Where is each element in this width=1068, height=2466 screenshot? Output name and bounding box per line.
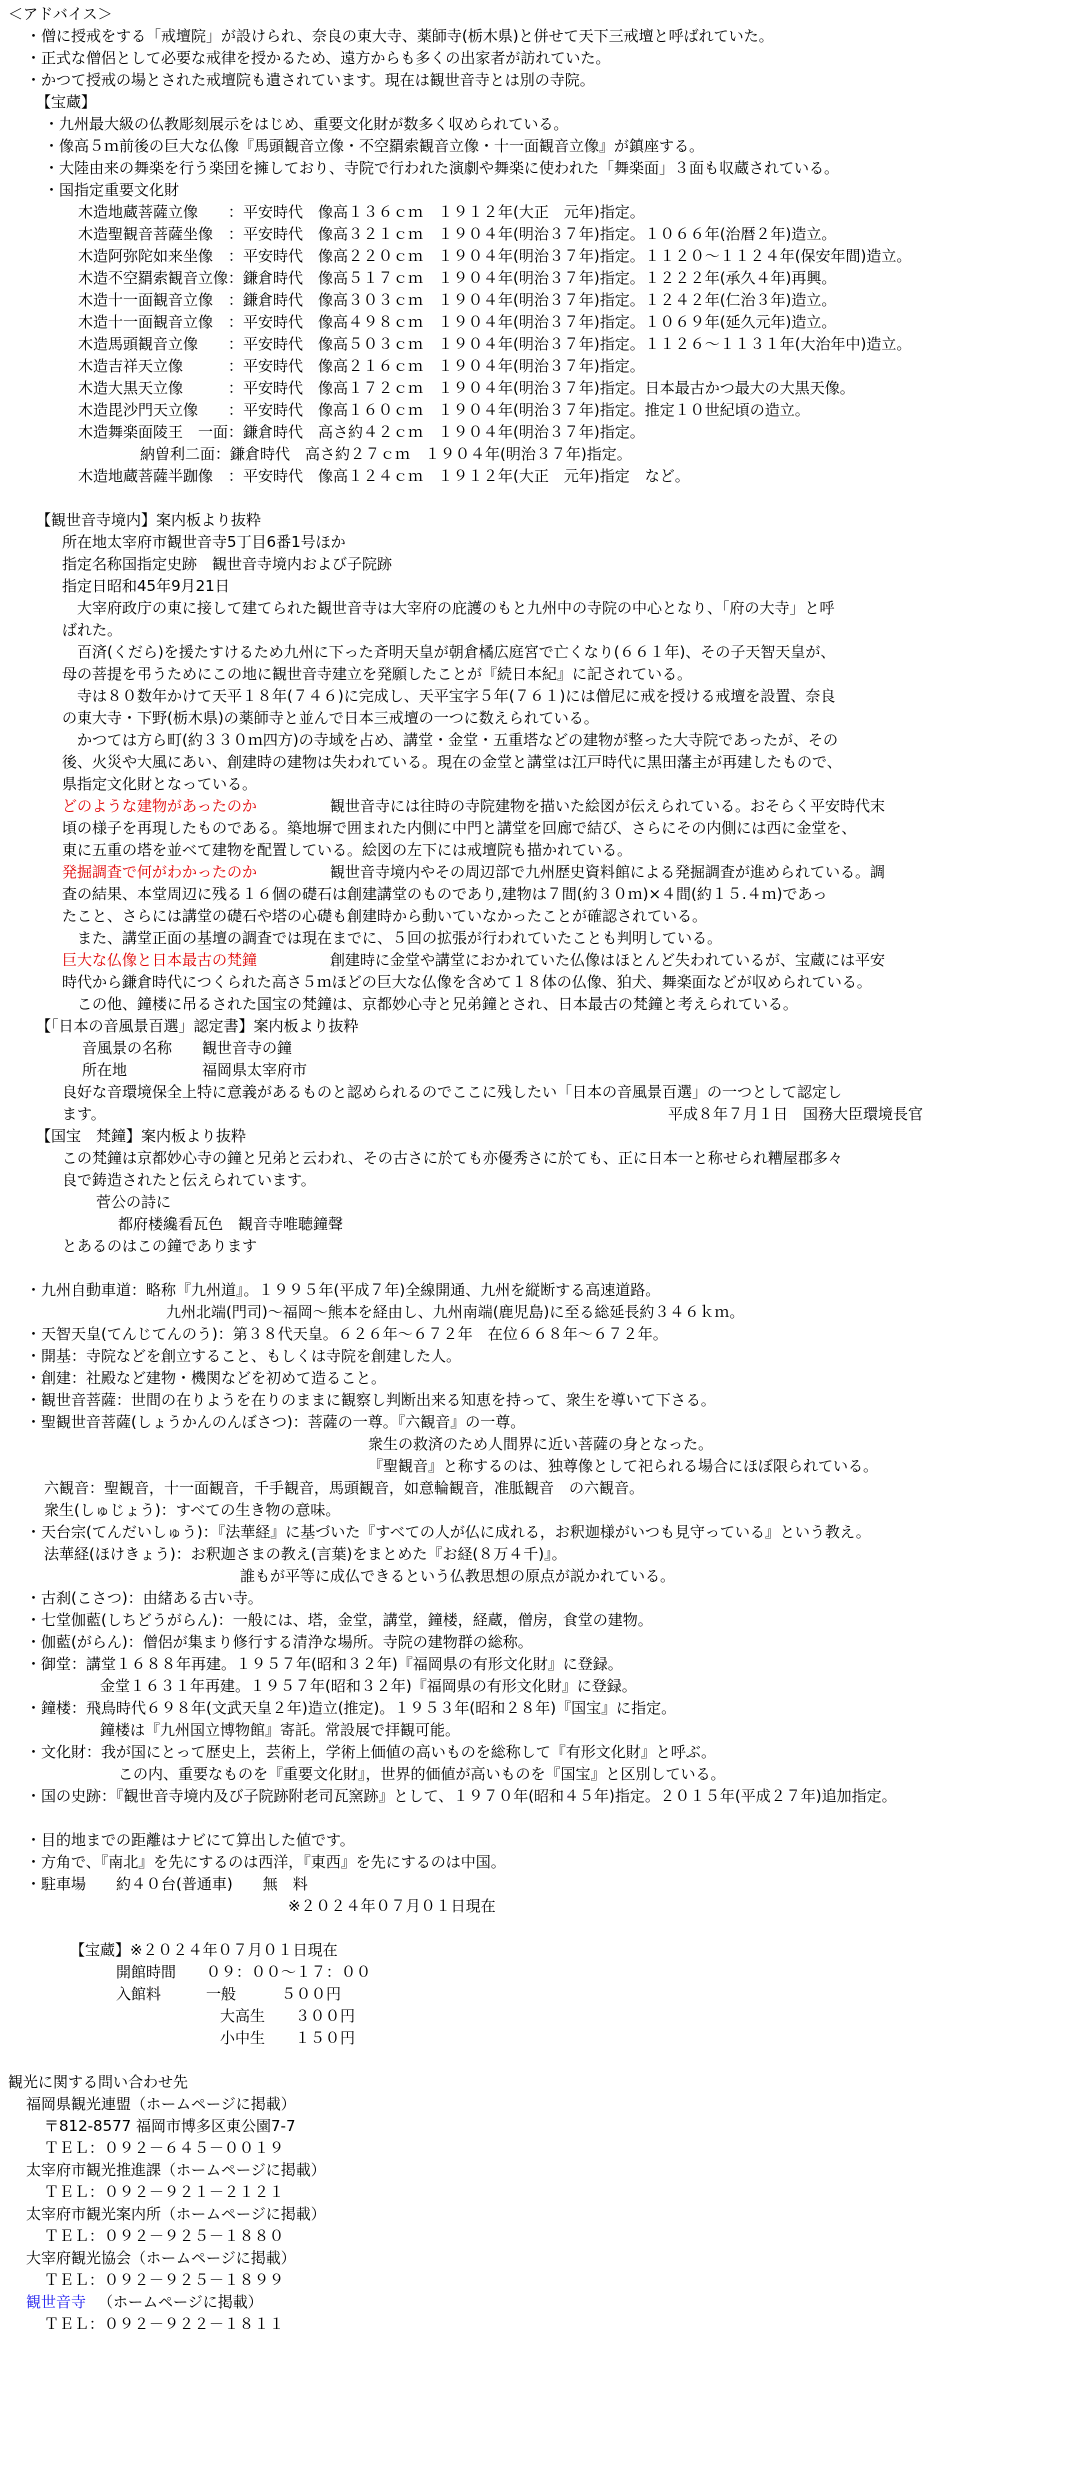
text-line: 誰もが平等に成仏できるという仏教思想の原点が説かれている。 (240, 1567, 676, 1585)
text-line: ※２０２４年０７月０１日現在 (288, 1897, 496, 1915)
text-line: （ホームページに掲載） (98, 2293, 263, 2311)
text-line: たこと、さらには講堂の礎石や塔の心礎も創建時から動いていなかったことが確認されている。 (62, 907, 708, 925)
text-line: ・天智天皇(てんじてんのう)：第３８代天皇。６２６年～６７２年 在位６６８年～６７２年。 (26, 1325, 668, 1343)
text-line: ＴＥＬ：０９２－９２１－２１２１ (44, 2183, 285, 2201)
text-line: ・開基：寺院などを創立すること、もしくは寺院を創建した人。 (26, 1347, 462, 1365)
text-line: 福岡県観光連盟（ホームページに掲載） (26, 2095, 296, 2113)
text-line: ・文化財：我が国にとって歴史上，芸術上，学術上価値の高いものを総称して『有形文化財』と呼ぶ。 (26, 1743, 717, 1761)
text-line: ・創建：社殿など建物・機関などを初めて造ること。 (26, 1369, 387, 1387)
text-line: 木造十一面観音立像 ：鎌倉時代 像高３０３ｃｍ １９０４年(明治３７年)指定。１２４２年(仁治３年)造立。 (78, 291, 837, 309)
text-line: 指定日昭和45年9月21日 (62, 577, 230, 595)
text-line: この梵鐘は京都妙心寺の鐘と兄弟と云われ、その古さに於ても亦優秀さに於ても、正に日本一と称せられ糟屋郡多々 (62, 1149, 843, 1167)
text-line: 太宰府市観光案内所（ホームページに掲載） (26, 2205, 326, 2223)
text-line: ・駐車場 約４０台(普通車) 無 料 (26, 1875, 308, 1893)
text-line: 太宰府市観光推進課（ホームページに掲載） (26, 2161, 326, 2179)
text-line: 木造阿弥陀如来坐像 ：平安時代 像高２２０ｃｍ １９０４年(明治３７年)指定。１１２０～１１２４年(保安年間)造立。 (78, 247, 912, 265)
text-line: 観世音寺には往時の寺院建物を描いた絵図が伝えられている。おそらく平安時代末 (330, 797, 886, 815)
text-line: ・鐘楼：飛鳥時代６９８年(文武天皇２年)造立(推定)。１９５３年(昭和２８年)『国宝』に指定。 (26, 1699, 677, 1717)
text-line: 所在地 福岡県太宰府市 (82, 1061, 308, 1079)
text-line: かつては方ら町(約３３０ｍ四方)の寺域を占め、講堂・金堂・五重塔などの建物が整った大寺院であったが、その (62, 731, 838, 749)
text-line: 鐘楼は『九州国立博物館』寄託。常設展で拝観可能。 (100, 1721, 461, 1739)
text-line: 査の結果、本堂周辺に残る１６個の礎石は創建講堂のものであり,建物は７間(約３０ｍ)×４間(約１５.４ｍ)であっ (62, 885, 828, 903)
text-line: 六観音：聖観音，十一面観音，千手観音，馬頭観音，如意輪観音，准胝観音 の六観音。 (44, 1479, 645, 1497)
text-line: ・七堂伽藍(しちどうがらん)：一般には、塔，金堂，講堂，鐘楼，経蔵，僧房，食堂の建物。 (26, 1611, 653, 1629)
text-line: 衆生の救済のため人間界に近い菩薩の身となった。 (368, 1435, 714, 1453)
text-line: 頃の様子を再現したものである。築地塀で囲まれた内側に中門と講堂を回廊で結び、さらにその内側には西に金堂を、 (62, 819, 857, 837)
text-line: 大高生 ３００円 (220, 2007, 356, 2025)
text-line: 木造毘沙門天立像 ：平安時代 像高１６０ｃｍ １９０４年(明治３７年)指定。推定１０世紀頃の造立。 (78, 401, 810, 419)
text-line: 平成８年７月１日 国務大臣環境長官 (668, 1105, 924, 1123)
text-line: 菅公の詩に (96, 1193, 172, 1211)
text-line: 音風景の名称 観世音寺の鐘 (82, 1039, 293, 1057)
text-line: 後、火災や大風にあい、創建時の建物は失われている。現在の金堂と講堂は江戸時代に黒田藩主が再建したもので、 (62, 753, 842, 771)
text-line: ・伽藍(がらん)：僧侶が集まり修行する清浄な場所。寺院の建物群の総称。 (26, 1633, 533, 1651)
text-line: 九州北端(門司)～福岡～熊本を経由し、九州南端(鹿児島)に至る総延長約３４６ｋｍ。 (166, 1303, 745, 1321)
temple-link[interactable]: 観世音寺 (26, 2293, 87, 2311)
text-line: ・国の史跡：『観世音寺境内及び子院跡附老司瓦窯跡』として、１９７０年(昭和４５年)指定。２０１５年(平成２７年)追加指定。 (26, 1787, 897, 1805)
text-line: ます。 (62, 1105, 106, 1123)
text-line: ・九州自動車道：略称『九州道』。１９９５年(平成７年)全線開通、九州を縦断する高速道路。 (26, 1281, 661, 1299)
text-line: ＜アドバイス＞ (8, 5, 113, 23)
text-line: の東大寺・下野(栃木県)の薬師寺と並んで日本三戒壇の一つに数えられている。 (62, 709, 599, 727)
text-line: 大宰府観光協会（ホームページに掲載） (26, 2249, 296, 2267)
text-line: ＴＥＬ：０９２－６４５－００１９ (44, 2139, 285, 2157)
text-line: ・聖観世音菩薩(しょうかんのんぼさつ)：菩薩の一尊。『六観音』の一尊。 (26, 1413, 526, 1431)
text-line: ・九州最大級の仏教彫刻展示をはじめ、重要文化財が数多く収められている。 (44, 115, 569, 133)
text-line: 大宰府政庁の東に接して建てられた観世音寺は大宰府の庇護のもと九州中の寺院の中心となり、「府の大寺」と呼 (62, 599, 835, 617)
text-line: 木造舞楽面陵王 一面：鎌倉時代 高さ約４２ｃｍ １９０４年(明治３７年)指定。 (78, 423, 645, 441)
text-line: ・天台宗(てんだいしゅう)：『法華経』に基づいた『すべての人が仏に成れる，お釈迦様がいつも見守っている』という教え。 (26, 1523, 871, 1541)
text-line: 県指定文化財となっている。 (62, 775, 258, 793)
text-line: 木造十一面観音立像 ：平安時代 像高４９８ｃｍ １９０４年(明治３７年)指定。１０６９年(延久元年)造立。 (78, 313, 837, 331)
text-line: ・僧に授戒をする「戒壇院」が設けられ、奈良の東大寺、薬師寺(栃木県)と併せて天下三戒壇と呼ばれていた。 (26, 27, 774, 45)
text-line: ＴＥＬ：０９２－９２２－１８１１ (44, 2315, 285, 2333)
text-line: 所在地太宰府市観世音寺5丁目6番1号ほか (62, 533, 346, 551)
text-line: ・古刹(こさつ)：由緒ある古い寺。 (26, 1589, 263, 1607)
text-line: ・かつて授戒の場とされた戒壇院も遺されています。現在は観世音寺とは別の寺院。 (26, 71, 595, 89)
text-line: 『聖観音』と称するのは、独尊像として祀られる場合にほぼ限られている。 (368, 1457, 879, 1475)
text-line: 創建時に金堂や講堂におかれていた仏像はほとんど失われているが、宝蔵には平安 (330, 951, 886, 969)
section-heading: 発掘調査で何がわかったのか (62, 863, 258, 881)
text-line: 木造地蔵菩薩半跏像 ：平安時代 像高１２４ｃｍ １９１２年(大正 元年)指定 など。 (78, 467, 690, 485)
text-line: 〒812-8577 福岡市博多区東公園7-7 (44, 2117, 296, 2135)
text-line: 木造吉祥天立像 ：平安時代 像高２１６ｃｍ １９０４年(明治３７年)指定。 (78, 357, 645, 375)
text-line: 木造馬頭観音立像 ：平安時代 像高５０３ｃｍ １９０４年(明治３７年)指定。１１２６～１１３１年(大治年中)造立。 (78, 335, 912, 353)
text-line: ・大陸由来の舞楽を行う楽団を擁しており、寺院で行われた演劇や舞楽に使われた「舞楽面」３面も収蔵されている。 (44, 159, 840, 177)
text-line: 指定名称国指定史跡 観世音寺境内および子院跡 (62, 555, 393, 573)
text-line: ・方角で、『南北』を先にするのは西洋，『東西』を先にするのは中国。 (26, 1853, 506, 1871)
text-line: 木造聖観音菩薩坐像 ：平安時代 像高３２１ｃｍ １９０４年(明治３７年)指定。１０６６年(治暦２年)造立。 (78, 225, 837, 243)
text-line: 観世音寺境内やその周辺部で九州歴史資料館による発掘調査が進められている。調 (330, 863, 886, 881)
text-line: 時代から鎌倉時代につくられた高さ５ｍほどの巨大な仏像を含めて１８体の仏像、狛犬、舞楽面などが収められている。 (62, 973, 872, 991)
text-line: ばれた。 (62, 621, 123, 639)
text-line: ・目的地までの距離はナビにて算出した値です。 (26, 1831, 355, 1849)
text-line: 観光に関する問い合わせ先 (8, 2073, 189, 2091)
text-line: ・観世音菩薩：世間の在りようを在りのままに観察し判断出来る知恵を持って、衆生を導いて下さる。 (26, 1391, 716, 1409)
text-line: ・像高５ｍ前後の巨大な仏像『馬頭観音立像・不空羂索観音立像・十一面観音立像』が鎮座する。 (44, 137, 705, 155)
text-line: 百済(くだら)を援たすけるため九州に下った斉明天皇が朝倉橘広庭宮で亡くなり(６６１年)、その子天智天皇が、 (62, 643, 836, 661)
text-line: 衆生(しゅじょう)：すべての生き物の意味。 (44, 1501, 341, 1519)
text-line: 【観世音寺境内】案内板より抜粋 (36, 511, 262, 529)
text-line: 【国宝 梵鐘】案内板より抜粋 (36, 1127, 247, 1145)
text-line: 母の菩提を弔うためにこの地に観世音寺建立を発願したことが『続日本紀』に記されている。 (62, 665, 693, 683)
text-line: ・御堂：講堂１６８８年再建。１９５７年(昭和３２年)『福岡県の有形文化財』に登録。 (26, 1655, 623, 1673)
text-line: 入館料 一般 ５００円 (116, 1985, 342, 2003)
text-line: 納曽利二面：鎌倉時代 高さ約２７ｃｍ １９０４年(明治３７年)指定。 (140, 445, 632, 463)
text-line: 東に五重の塔を並べて建物を配置している。絵図の左下には戒壇院も描かれている。 (62, 841, 633, 859)
text-line: 良好な音環境保全上特に意義があるものと認められるのでここに残したい「日本の音風景百選」の一つとして認定し (62, 1083, 843, 1101)
text-line: 寺は８０数年かけて天平１８年(７４６)に完成し、天平宝字５年(７６１)には僧尼に戒を授ける戒壇を設置、奈良 (62, 687, 836, 705)
text-line: 【宝蔵】 (36, 93, 97, 111)
text-line: 【「日本の音風景百選」認定書】案内板より抜粋 (36, 1017, 359, 1035)
text-line: ＴＥＬ：０９２－９２５－１８８０ (44, 2227, 285, 2245)
text-line: とあるのはこの鐘であります (62, 1237, 258, 1255)
text-line: 木造大黒天立像 ：平安時代 像高１７２ｃｍ １９０４年(明治３７年)指定。日本最古かつ最大の大黒天像。 (78, 379, 855, 397)
text-line: 【宝蔵】※２０２４年０７月０１日現在 (70, 1941, 338, 1959)
text-line: 金堂１６３１年再建。１９５７年(昭和３２年)『福岡県の有形文化財』に登録。 (100, 1677, 637, 1695)
text-line: 法華経(ほけきょう)：お釈迦さまの教え(言葉)をまとめた『お経(８万４千)』。 (44, 1545, 567, 1563)
text-line: 木造不空羂索観音立像：鎌倉時代 像高５１７ｃｍ １９０４年(明治３７年)指定。１２２２年(承久４年)再興。 (78, 269, 837, 287)
text-line: 都府楼纔看瓦色 観音寺唯聴鐘聲 (118, 1215, 344, 1233)
text-line: 小中生 １５０円 (220, 2029, 356, 2047)
text-line: ＴＥＬ：０９２－９２５－１８９９ (44, 2271, 285, 2289)
text-line: ・国指定重要文化財 (44, 181, 180, 199)
text-line: この他、鐘楼に吊るされた国宝の梵鐘は、京都妙心寺と兄弟鐘とされ、日本最古の梵鐘と考えられている。 (62, 995, 798, 1013)
text-line: この内、重要なものを『重要文化財』，世界的価値が高いものを『国宝』と区別している。 (118, 1765, 726, 1783)
section-heading: どのような建物があったのか (62, 797, 257, 815)
text-line: 木造地蔵菩薩立像 ：平安時代 像高１３６ｃｍ １９１２年(大正 元年)指定。 (78, 203, 645, 221)
text-line: ・正式な僧侶として必要な戒律を授かるため、遠方からも多くの出家者が訪れていた。 (26, 49, 611, 67)
section-heading: 巨大な仏像と日本最古の梵鐘 (62, 951, 258, 969)
text-line: 開館時間 ０９：００～１７：００ (116, 1963, 372, 1981)
text-line: また、講堂正面の基壇の調査では現在までに、５回の拡張が行われていたことも判明している。 (62, 929, 723, 947)
text-line: 良で鋳造されたと伝えられています。 (62, 1171, 316, 1189)
